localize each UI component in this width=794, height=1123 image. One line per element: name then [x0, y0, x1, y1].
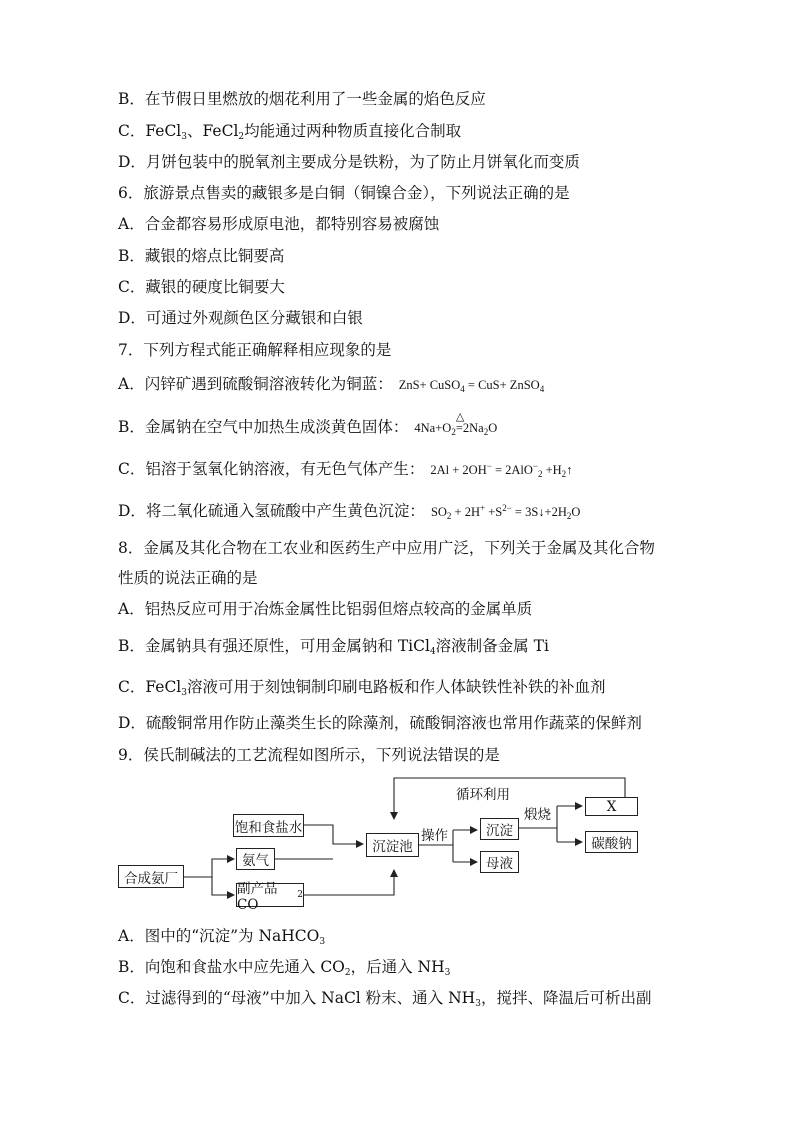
equation-d: $SO_2 + 2H^+ +S^{2-}$ = $3S↓+2H_2O$ [430, 503, 581, 521]
question-7-option-b: B．金属钠在空气中加热生成淡黄色固体： $4Na+O_2$ △ $=2Na_2O$ [118, 411, 498, 437]
question-7-option-a: A．闪锌矿遇到硫酸铜溶液转化为铜蓝： ZnS+ CuSO$_4$ = CuS+ ZnSO$_4$ [118, 375, 545, 394]
heat-condition: △ = [455, 411, 465, 435]
question-6-option-c: C．藏银的硬度比铜要大 [118, 278, 285, 296]
ammonia-box: 氨气 [236, 848, 275, 870]
question-8-option-b: B．金属钠具有强还原性，可用金属钠和 TiCl$_4$溶液制备金属 Ti [118, 637, 549, 657]
question-6-option-d: D．可通过外观颜色区分藏银和白银 [118, 309, 363, 327]
option-d-deoxidizer: D．月饼包装中的脱氧剂主要成分是铁粉，为了防止月饼氧化而变质 [118, 153, 580, 171]
mother-liquor-box: 母液 [480, 851, 519, 873]
question-6-option-b: B．藏银的熔点比铜要高 [118, 247, 285, 265]
question-8-option-a: A．铝热反应可用于冶炼金属性比铝弱但熔点较高的金属单质 [118, 600, 533, 618]
ammonia-plant-box: 合成氨厂 [118, 865, 184, 888]
operation-label: 操作 [421, 828, 448, 844]
question-8-stem: 8．金属及其化合物在工农业和医药生产中应用广泛，下列关于金属及其化合物 [118, 539, 655, 557]
saturated-brine-box: 饱和食盐水 [233, 814, 304, 837]
question-7-stem: 7．下列方程式能正确解释相应现象的是 [118, 341, 392, 359]
equation-a: ZnS+ CuSO$_4$ = CuS+ ZnSO$_4$ [398, 378, 545, 394]
question-9-option-b: B．向饱和食盐水中应先通入 $CO_2$，后通入 $NH_3$ [118, 958, 451, 978]
equation-b: $4Na+O_2$ △ $=2Na_2O$ [414, 411, 498, 437]
question-6-stem: 6．旅游景点售卖的藏银多是白铜（铜镍合金），下列说法正确的是 [118, 184, 570, 202]
equation-c: $2Al + 2OH^- = 2AlO^-_2 +H_2↑$ [430, 461, 573, 479]
question-9-stem: 9．侯氏制碱法的工艺流程如图所示，下列说法错误的是 [118, 746, 500, 764]
option-b-fireworks: B．在节假日里燃放的烟花利用了一些金属的焰色反应 [118, 90, 486, 108]
question-7-option-c: C．铝溶于氢氧化钠溶液，有无色气体产生： $2Al + 2OH^- = 2AlO^-_2 +H_2↑$ [118, 460, 573, 479]
option-c-iron-chlorides: C．FeCl$_3$、FeCl$_2$均能通过两种物质直接化合制取 [118, 122, 462, 142]
sodium-carbonate-box: 碳酸钠 [585, 831, 638, 853]
precipitate-box: 沉淀 [480, 818, 519, 840]
question-7-option-d: D．将二氧化硫通入氢硫酸中产生黄色沉淀： $SO_2 + 2H^+ +S^{2-}$ = $3S↓+2H_2O$ [118, 502, 581, 521]
question-8-option-c: C．FeCl$_3$溶液可用于刻蚀铜制印刷电路板和作人体缺铁性补铁的补血剂 [118, 678, 606, 698]
question-8-option-d: D．硫酸铜常用作防止藻类生长的除藻剂，硫酸铜溶液也常用作蔬菜的保鲜剂 [118, 714, 642, 732]
question-9-option-a: A．图中的“沉淀”为 NaHCO$_3$ [118, 927, 326, 947]
question-9-option-c: C．过滤得到的“母液”中加入 NaCl 粉末、通入 $NH_3$，搅拌、降温后可析出副 [118, 989, 652, 1009]
product-x-box: X [585, 797, 638, 816]
byproduct-co2-box: 副产品CO 2 [237, 881, 303, 913]
recycle-label: 循环利用 [456, 787, 510, 803]
calcine-label: 煅烧 [524, 807, 551, 823]
settling-tank-box: 沉淀池 [366, 833, 419, 857]
question-6-option-a: A．合金都容易形成原电池，都特别容易被腐蚀 [118, 215, 440, 233]
question-8-stem-continued: 性质的说法正确的是 [118, 569, 258, 587]
